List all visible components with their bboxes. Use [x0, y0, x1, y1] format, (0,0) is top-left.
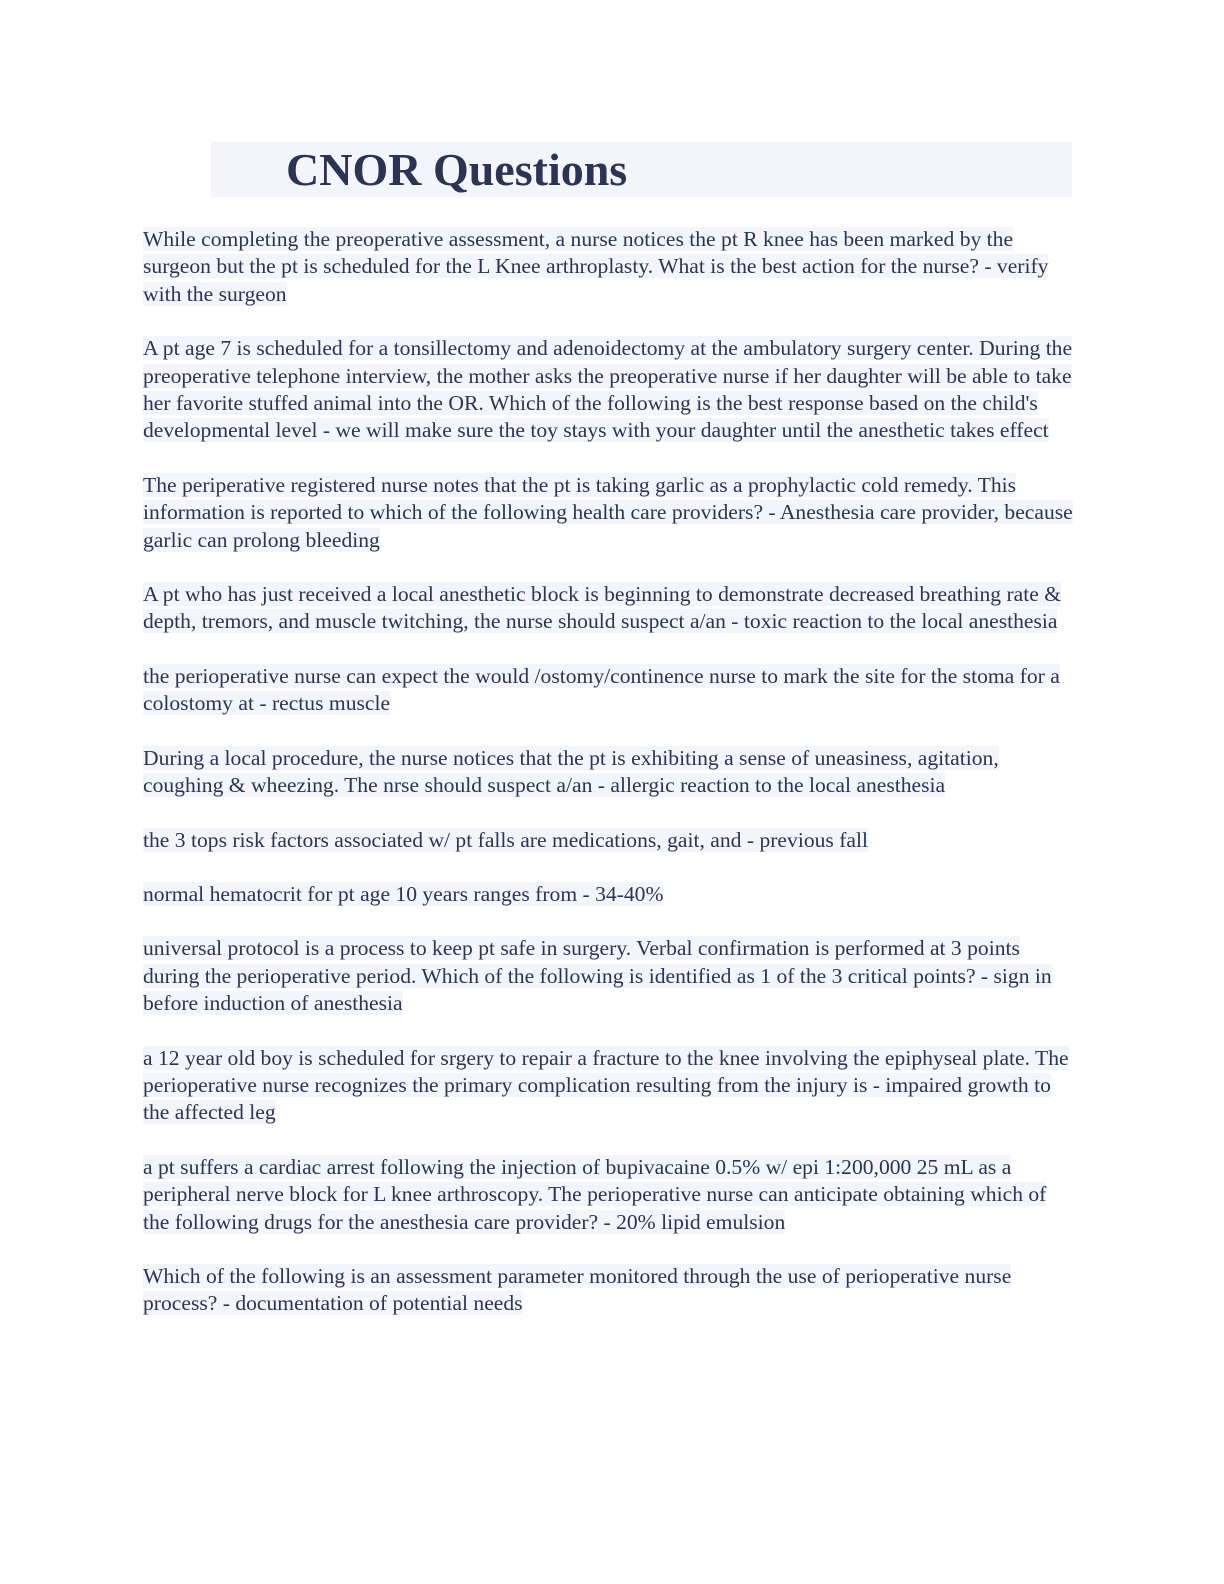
- qa-text: normal hematocrit for pt age 10 years ranges from - 34-40%: [143, 881, 664, 906]
- qa-item: [143, 1154, 1078, 1236]
- qa-item: [143, 827, 1078, 854]
- qa-item: [143, 226, 1078, 308]
- qa-text: a pt suffers a cardiac arrest following the injection of bupivacaine 0.5% w/ epi 1:200,000 25 mL as a peripheral nerve block for L knee arthroscopy. The perioperative nurse can anticipate obtaining which of the following drugs for the anesthesia care provider? - 20% lipid emulsion: [143, 1154, 1047, 1234]
- qa-text: A pt age 7 is scheduled for a tonsillectomy and adenoidectomy at the ambulatory surgery center. During the preoperative telephone interview, the mother asks the preoperative nurse if her daughter will be able to take her favorite stuffed animal into the OR. Which of the following is the best response based on the child's developmental level - we will make sure the toy stays with your daughter until the anesthetic takes effect: [143, 336, 1073, 443]
- qa-text: the perioperative nurse can expect the would /ostomy/continence nurse to mark the site for the stoma for a colostomy at - rectus muscle: [143, 663, 1060, 716]
- title-band: [211, 142, 1072, 197]
- qa-text: While completing the preoperative assessment, a nurse notices the pt R knee has been marked by the surgeon but the pt is scheduled for the L Knee arthroplasty. What is the best action for the nurse? - verify with the surgeon: [143, 227, 1049, 306]
- qa-text: The periperative registered nurse notes that the pt is taking garlic as a prophylactic cold remedy. This information is reported to which of the following health care providers? - Anesthesia care provider, because garlic can prolong bleeding: [143, 472, 1073, 552]
- document-title: CNOR Questions: [286, 144, 628, 195]
- qa-item: [143, 1045, 1078, 1127]
- qa-text: During a local procedure, the nurse notices that the pt is exhibiting a sense of uneasiness, agitation, coughing & wheezing. The nrse should suspect a/an - allergic reaction to the local anesthesia: [143, 745, 999, 798]
- qa-text: Which of the following is an assessment parameter monitored through the use of perioperative nurse process? - documentation of potential needs: [143, 1263, 1012, 1316]
- qa-item: [143, 472, 1078, 554]
- qa-text: a 12 year old boy is scheduled for srgery to repair a fracture to the knee involving the epiphyseal plate. The perioperative nurse recognizes the primary complication resulting from the injury is - impaired growth to the affected leg: [143, 1045, 1069, 1125]
- qa-item: [143, 663, 1078, 718]
- qa-text: A pt who has just received a local anesthetic block is beginning to demonstrate decreased breathing rate & depth, tremors, and muscle twitching, the nurse should suspect a/an - toxic reaction to the local anesthesia: [143, 582, 1062, 634]
- qa-item: [143, 335, 1078, 445]
- qa-list: [143, 226, 1078, 1345]
- qa-text: universal protocol is a process to keep pt safe in surgery. Verbal confirmation is performed at 3 points during the perioperative period. Which of the following is identified as 1 of the 3 critical points? - sign in before induction of anesthesia: [143, 936, 1052, 1016]
- qa-item: [143, 1263, 1078, 1318]
- qa-text: the 3 tops risk factors associated w/ pt falls are medications, gait, and - previous fall: [143, 827, 868, 852]
- qa-item: [143, 581, 1078, 636]
- qa-item: [143, 935, 1078, 1017]
- qa-item: [143, 745, 1078, 800]
- qa-item: [143, 881, 1078, 908]
